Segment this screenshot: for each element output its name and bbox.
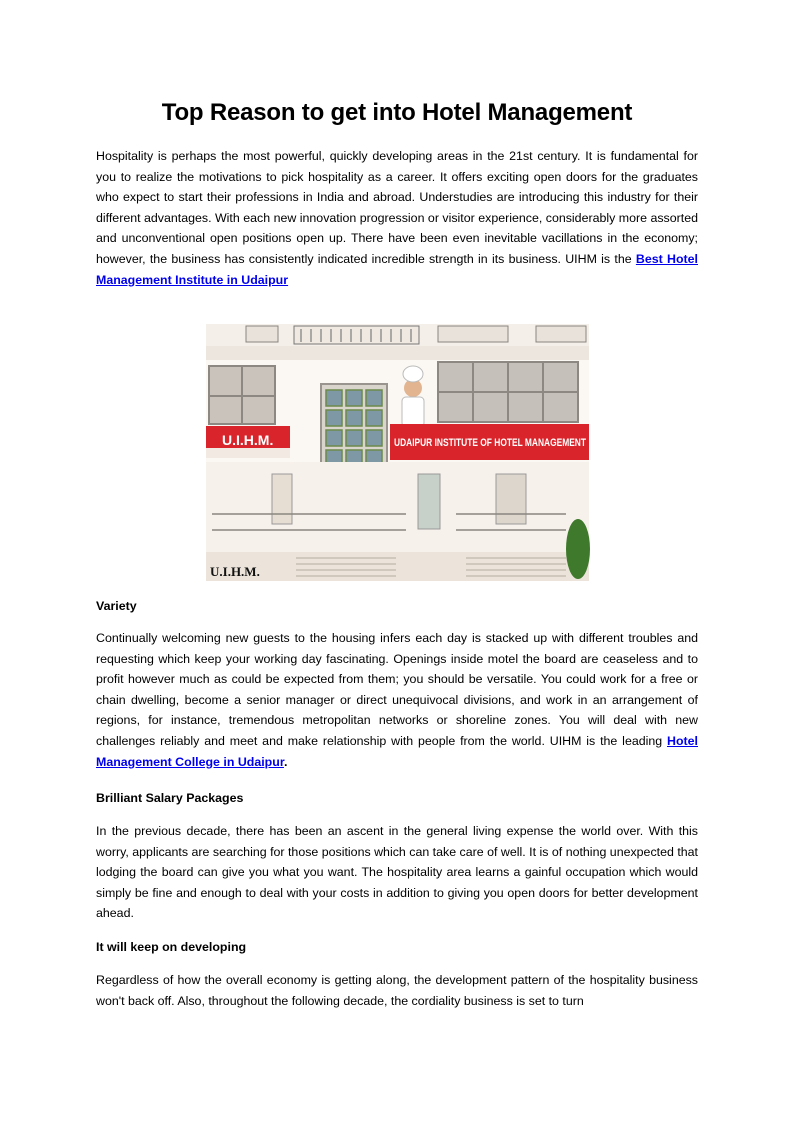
variety-paragraph <box>96 628 698 772</box>
section-heading-developing: It will keep on developing <box>96 940 247 954</box>
intro-paragraph <box>96 146 698 290</box>
variety-period: . <box>283 754 288 769</box>
developing-paragraph: Regardless of how the overall economy is getting along, the development pattern of the hospitality business won't back off. Also, throughout the following decade, the cordiality business is set to turn <box>96 973 698 1008</box>
variety-text: Continually welcoming new guests to the housing infers each day is stacked up with different troubles and requesting which keep your working day fascinating. Openings inside motel the board are ceaseless and to profit however much as could be expected from them; you should be versatile. You could work for a free or chain dwelling, become a senior manager or direct unequivocal divisions, and work in an arrangement of regions, for instance, tremendous metropolitan networks or shoreline zones. You will deal with new challenges reliably and meet and make relationship with people from the world. UIHM is the leading <box>96 631 698 748</box>
best-institute-link[interactable]: Best Hotel Management Institute in Udaipur <box>96 251 698 287</box>
intro-text: Hospitality is perhaps the most powerful, quickly developing areas in the 21st century. It is fundamental for you to realize the motivations to pick hospitality as a career. It offers exciting open doors for the graduates who expect to start their professions in India and abroad. Understudies are introducing this industry for their different advantages. With each new innovation progression or visitor experience, considerably more assorted and unconventional open positions open up. There have been even inevitable vacillations in the economy; however, the business has consistently indicated incredible strength in its business. UIHM is the <box>96 149 698 266</box>
salary-paragraph: In the previous decade, there has been an ascent in the general living expense the world over. With this worry, applicants are searching for those positions which can take care of well. It is of nothing unexpected that lodging the board can give you what you want. The hospitality area learns a gainful occupation which would simply be fine and enough to deal with your costs in addition to giving you open doors for better development ahead. <box>96 824 698 921</box>
sign-left-text: U.I.H.M. <box>222 432 274 448</box>
section-heading-salary: Brilliant Salary Packages <box>96 791 244 805</box>
page-title: Top Reason to get into Hotel Management <box>161 99 633 126</box>
section-heading-variety: Variety <box>96 599 137 613</box>
management-college-link[interactable]: Hotel Management College in Udaipur <box>96 733 698 769</box>
photo-caption: U.I.H.M. <box>210 564 260 579</box>
sign-right-text: UDAIPUR INSTITUTE OF HOTEL MANAGEMENT <box>394 437 587 449</box>
building-photo <box>206 324 589 581</box>
